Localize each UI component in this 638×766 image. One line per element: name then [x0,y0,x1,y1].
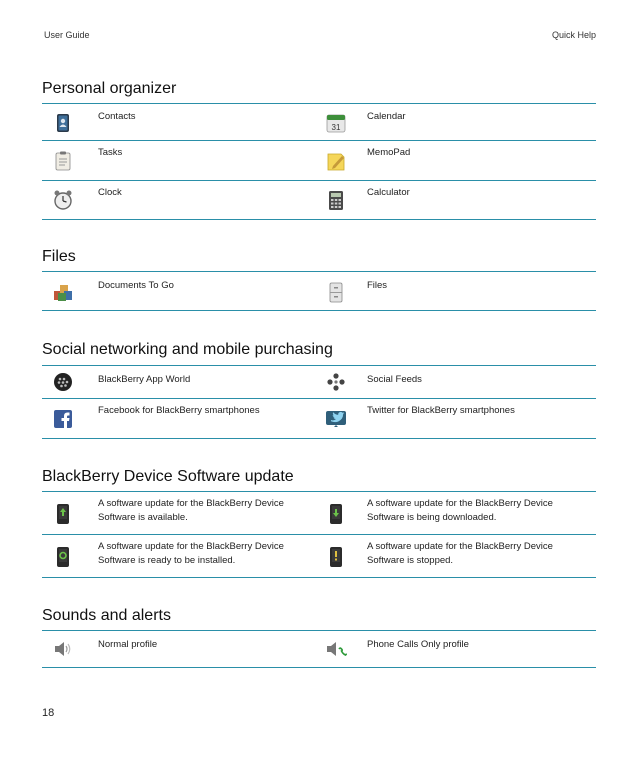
update-downloading-line-1: A software update for the BlackBerry Device [367,498,553,509]
update-ready-icon [52,546,76,570]
twitter-label: Twitter for BlackBerry smartphones [367,405,515,416]
speaker-icon [52,638,76,662]
normal-profile-label: Normal profile [98,639,158,650]
section-title-files: Files [42,248,76,265]
calculator-icon [325,189,349,213]
update-ready-line-1: A software update for the BlackBerry Device [98,541,284,552]
update-stopped-label [367,540,553,568]
memopad-icon [325,150,349,174]
table-row [42,181,596,220]
section-title-software-update: BlackBerry Device Software update [42,468,294,485]
table-row [42,104,596,141]
update-ready-label [98,540,284,568]
social-feeds-icon [325,371,349,395]
social-feeds-label: Social Feeds [367,374,422,385]
update-available-line-1: A software update for the BlackBerry Device [98,498,284,509]
section-title-personal-organizer: Personal organizer [42,80,177,97]
facebook-label: Facebook for BlackBerry smartphones [98,405,260,416]
update-downloading-label [367,497,553,525]
app-world-label: BlackBerry App World [98,374,191,385]
phone-calls-only-label: Phone Calls Only profile [367,639,469,650]
sounds-and-alerts-table [42,630,596,668]
update-available-line-2: Software is available. [98,512,188,523]
update-stopped-icon [325,546,349,570]
section-title-sounds-and-alerts: Sounds and alerts [42,607,171,624]
software-update-table [42,491,596,578]
files-icon [325,281,349,305]
tasks-label: Tasks [98,147,123,158]
documents-to-go-label: Documents To Go [98,280,174,291]
calendar-label: Calendar [367,111,406,122]
calculator-label: Calculator [367,187,410,198]
documents-to-go-icon [52,281,76,305]
personal-organizer-table [42,103,596,220]
contacts-icon [52,112,76,136]
update-ready-line-2: Software is ready to be installed. [98,555,236,566]
facebook-icon [52,408,76,432]
update-available-label [98,497,284,525]
phone-calls-only-icon [325,638,349,662]
update-downloading-line-2: Software is being downloaded. [367,512,497,523]
table-row [42,272,596,311]
clock-icon [52,189,76,213]
files-table [42,271,596,311]
running-header-right: Quick Help [551,30,596,40]
running-header-left: User Guide [44,30,90,40]
tasks-icon [52,150,76,174]
update-downloading-icon [325,503,349,527]
calendar-icon [325,112,349,136]
table-row [42,631,596,668]
twitter-icon [325,408,349,432]
table-row [42,535,596,578]
table-row [42,141,596,181]
social-networking-table [42,365,596,439]
section-title-social-networking: Social networking and mobile purchasing [42,341,333,358]
clock-label: Clock [98,187,122,198]
files-label: Files [367,280,388,291]
table-row [42,492,596,535]
update-stopped-line-2: Software is stopped. [367,555,454,566]
contacts-label: Contacts [98,111,136,122]
table-row [42,399,596,439]
table-row [42,366,596,399]
update-stopped-line-1: A software update for the BlackBerry Device [367,541,553,552]
app-world-icon [52,371,76,395]
page-number: 18 [42,707,55,719]
svg-text:31: 31 [331,123,341,132]
update-available-icon [52,503,76,527]
memopad-label: MemoPad [367,147,411,158]
